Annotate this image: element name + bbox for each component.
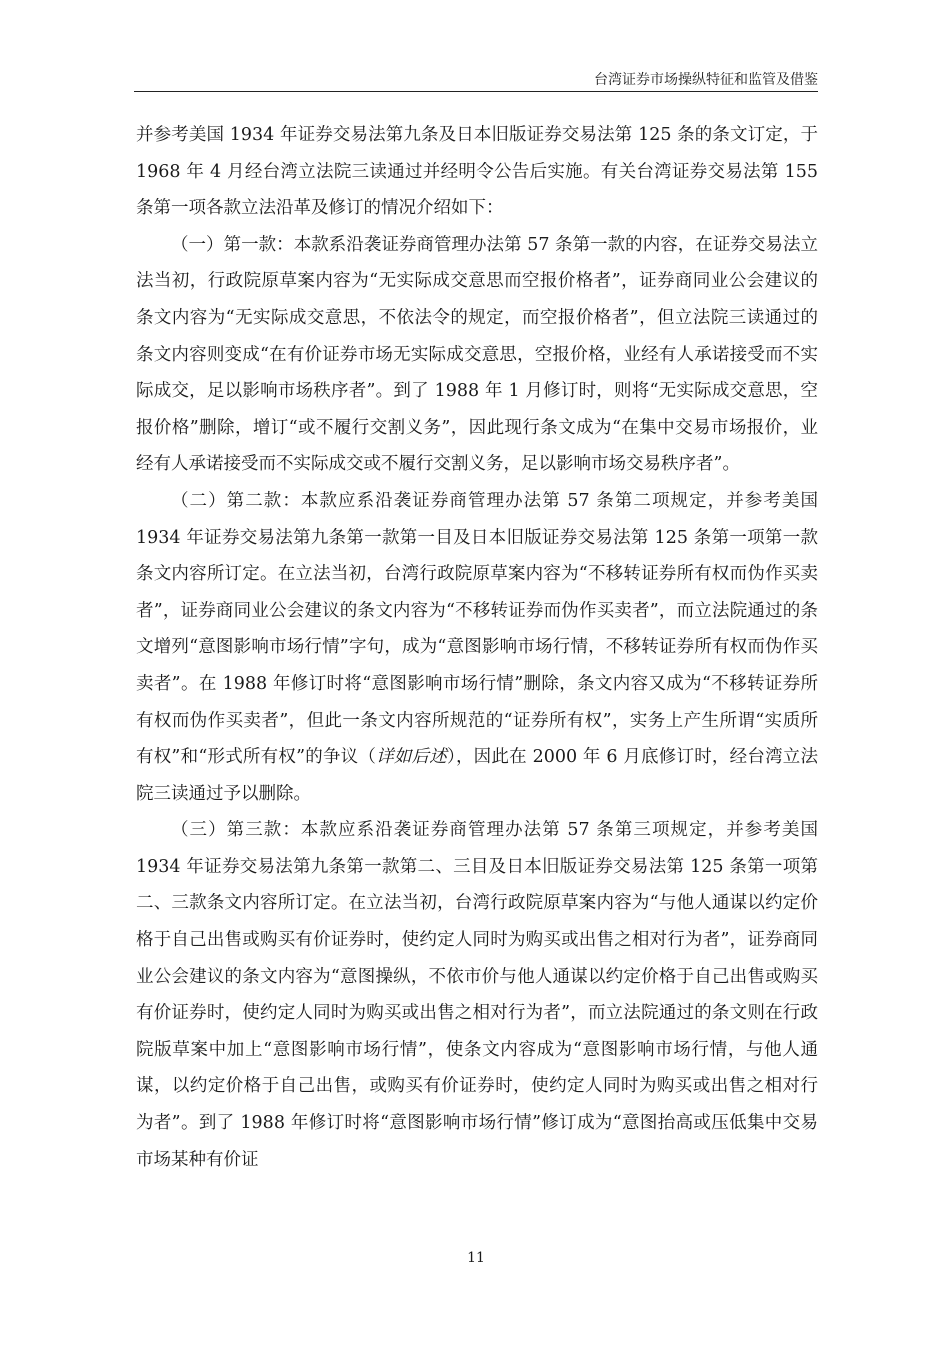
body-text <box>136 117 818 1178</box>
clause-two-text-before: （二）第二款：本款应系沿袭证券商管理办法第 57 条第二项规定，并参考美国 1934 年证券交易法第九条第一款第一目及日本旧版证券交易法第 125 条第一项第一款条文内容所订定。在立法当初，台湾行政院原草案内容为“不移转证券所有权而伪作买卖者”，证券商同业公会建议的条文内容为“不移转证券而伪作买卖者”，而立法院通过的条文增列“意图影响市场行情”字句，成为“意图影响市场行情，不移转证券所有权而伪作买卖者”。在 1988 年修订时将“意图影响市场行情”删除，条文内容又成为“不移转证券所有权而伪作买卖者”，但此一条文内容所规范的“证券所有权”，实务上产生所谓“实质所有权”和“形式所有权”的争议（ <box>136 490 818 768</box>
header-rule <box>134 91 818 92</box>
clause-two-text-after: ），因此在 2000 年 6 月底修订时，经台湾立法院三读通过予以删除。 <box>136 747 819 804</box>
clause-two-aside: 详如后述 <box>376 747 447 768</box>
page-number: 11 <box>467 1250 485 1266</box>
running-header-title: 台湾证券市场操纵特征和监管及借鉴 <box>594 72 818 88</box>
paragraph-clause-three: （三）第三款：本款应系沿袭证券商管理办法第 57 条第三项规定，并参考美国 1934 年证券交易法第九条第一款第二、三目及日本旧版证券交易法第 125 条第一项第二、三款条文内容所订定。在立法当初，台湾行政院原草案内容为“与他人通谋以约定价格于自己出售或购买有价证券时，使约定人同时为购买或出售之相对行为者”，证券商同业公会建议的条文内容为“意图操纵，不依市价与他人通谋以约定价格于自己出售或购买有价证券时，使约定人同时为购买或出售之相对行为者”，而立法院通过的条文则在行政院版草案中加上“意图影响市场行情”，使条文内容成为“意图影响市场行情，与他人通谋，以约定价格于自己出售，或购买有价证券时，使约定人同时为购买或出售之相对行为者”。到了 1988 年修订时将“意图影响市场行情”修订成为“意图抬高或压低集中交易市场某种有价证 <box>136 820 818 1170</box>
paragraph-continuation: 并参考美国 1934 年证券交易法第九条及日本旧版证券交易法第 125 条的条文订定，于 1968 年 4 月经台湾立法院三读通过并经明令公告后实施。有关台湾证券交易法第 155 条第一项各款立法沿革及修订的情况介绍如下： <box>136 125 818 219</box>
paragraph-clause-one: （一）第一款：本款系沿袭证券商管理办法第 57 条第一款的内容，在证券交易法立法当初，行政院原草案内容为“无实际成交意思而空报价格者”，证券商同业公会建议的条文内容为“无实际成交意思，不依法令的规定，而空报价格者”，但立法院三读通过的条文内容则变成“在有价证券市场无实际成交意思，空报价格，业经有人承诺接受而不实际成交，足以影响市场秩序者”。到了 1988 年 1 月修订时，则将“无实际成交意思，空报价格”删除，增订“或不履行交割义务”，因此现行条文成为“在集中交易市场报价，业经有人承诺接受而不实际成交或不履行交割义务，足以影响市场交易秩序者”。 <box>136 234 818 475</box>
paragraph-clause-two <box>136 483 818 812</box>
